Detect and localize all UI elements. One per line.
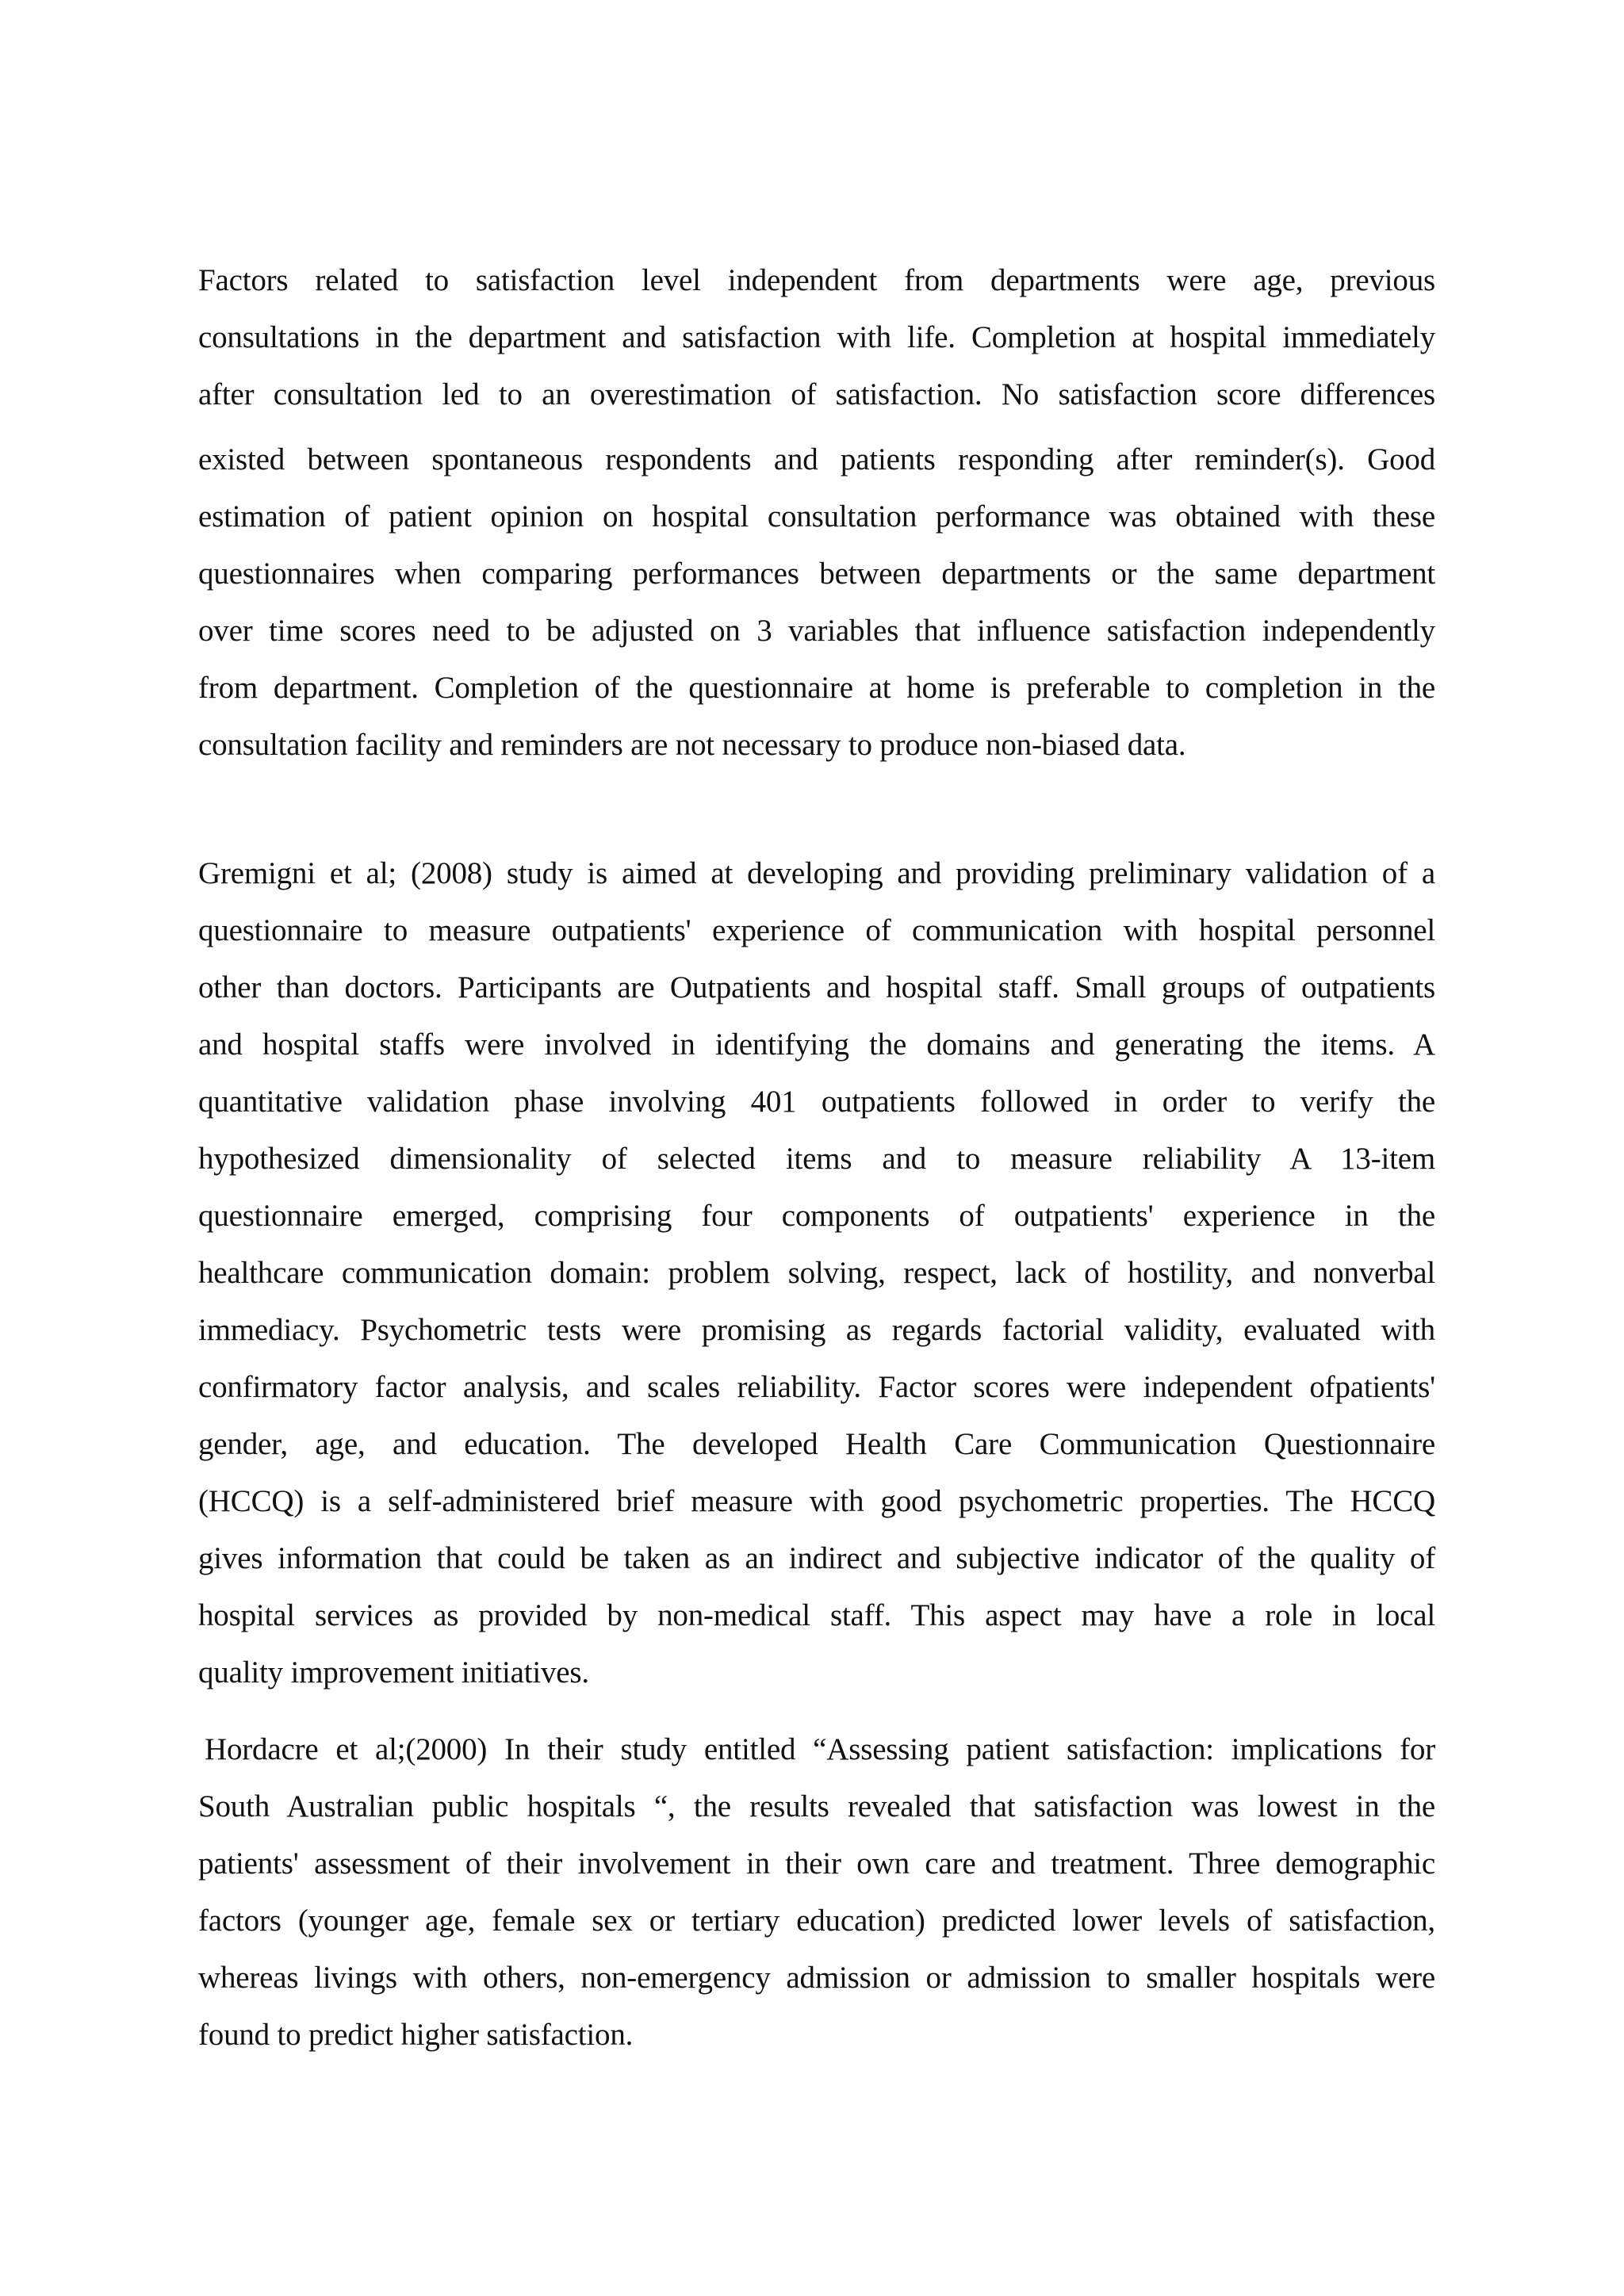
- text-line: (HCCQ) is a self-administered brief measure with good psychometric properties. The HCCQ: [198, 1484, 1435, 1518]
- text-line: quantitative validation phase involving 401 outpatients followed in order to verify the: [198, 1085, 1435, 1119]
- paragraph-hordacre-study: [198, 1721, 1435, 2064]
- text-line: gives information that could be taken as an indirect and subjective indicator of the quality of: [198, 1541, 1435, 1575]
- text-line: quality improvement initiatives.: [198, 1655, 589, 1689]
- text-line: from department. Completion of the questionnaire at home is preferable to completion in the: [198, 671, 1435, 705]
- text-line: Gremigni et al; (2008) study is aimed at developing and providing preliminary validation of a: [198, 856, 1435, 890]
- text-line: Hordacre et al;(2000) In their study entitled “Assessing patient satisfaction: implications for: [205, 1732, 1435, 1766]
- text-line: existed between spontaneous respondents and patients responding after reminder(s). Good: [198, 442, 1435, 476]
- text-line: South Australian public hospitals “, the results revealed that satisfaction was lowest in the: [198, 1789, 1435, 1823]
- text-line: questionnaire to measure outpatients' experience of communication with hospital personnel: [198, 913, 1435, 947]
- paragraph-gremigni-study: [198, 845, 1435, 1701]
- text-line: whereas livings with others, non-emergency admission or admission to smaller hospitals were: [198, 1961, 1435, 1995]
- text-line: found to predict higher satisfaction.: [198, 2018, 634, 2052]
- paragraph-satisfaction-factors: [198, 252, 1435, 774]
- text-line: hypothesized dimensionality of selected items and to measure reliability A 13-item: [198, 1142, 1435, 1176]
- text-line: factors (younger age, female sex or tertiary education) predicted lower levels of satisfaction,: [198, 1904, 1435, 1938]
- text-line: consultations in the department and satisfaction with life. Completion at hospital immediately: [198, 320, 1435, 354]
- text-line: healthcare communication domain: problem solving, respect, lack of hostility, and nonverbal: [198, 1256, 1435, 1290]
- text-line: after consultation led to an overestimation of satisfaction. No satisfaction score differences: [198, 377, 1435, 411]
- text-line: questionnaire emerged, comprising four components of outpatients' experience in the: [198, 1199, 1435, 1233]
- text-line: gender, age, and education. The developed Health Care Communication Questionnaire: [198, 1427, 1435, 1461]
- text-line: confirmatory factor analysis, and scales reliability. Factor scores were independent ofpatients': [198, 1370, 1435, 1404]
- text-line: hospital services as provided by non-medical staff. This aspect may have a role in local: [198, 1598, 1435, 1632]
- text-line: estimation of patient opinion on hospital consultation performance was obtained with these: [198, 499, 1435, 534]
- text-line: Factors related to satisfaction level independent from departments were age, previous: [198, 263, 1435, 297]
- text-line: immediacy. Psychometric tests were promising as regards factorial validity, evaluated with: [198, 1313, 1435, 1347]
- text-line: other than doctors. Participants are Outpatients and hospital staff. Small groups of outpatients: [198, 970, 1435, 1004]
- text-line: consultation facility and reminders are not necessary to produce non-biased data.: [198, 728, 1186, 762]
- text-line: questionnaires when comparing performances between departments or the same department: [198, 557, 1435, 591]
- text-line: and hospital staffs were involved in identifying the domains and generating the items. A: [198, 1027, 1435, 1062]
- text-line: patients' assessment of their involvement in their own care and treatment. Three demographic: [198, 1846, 1435, 1881]
- text-line: over time scores need to be adjusted on 3 variables that influence satisfaction independently: [198, 614, 1435, 648]
